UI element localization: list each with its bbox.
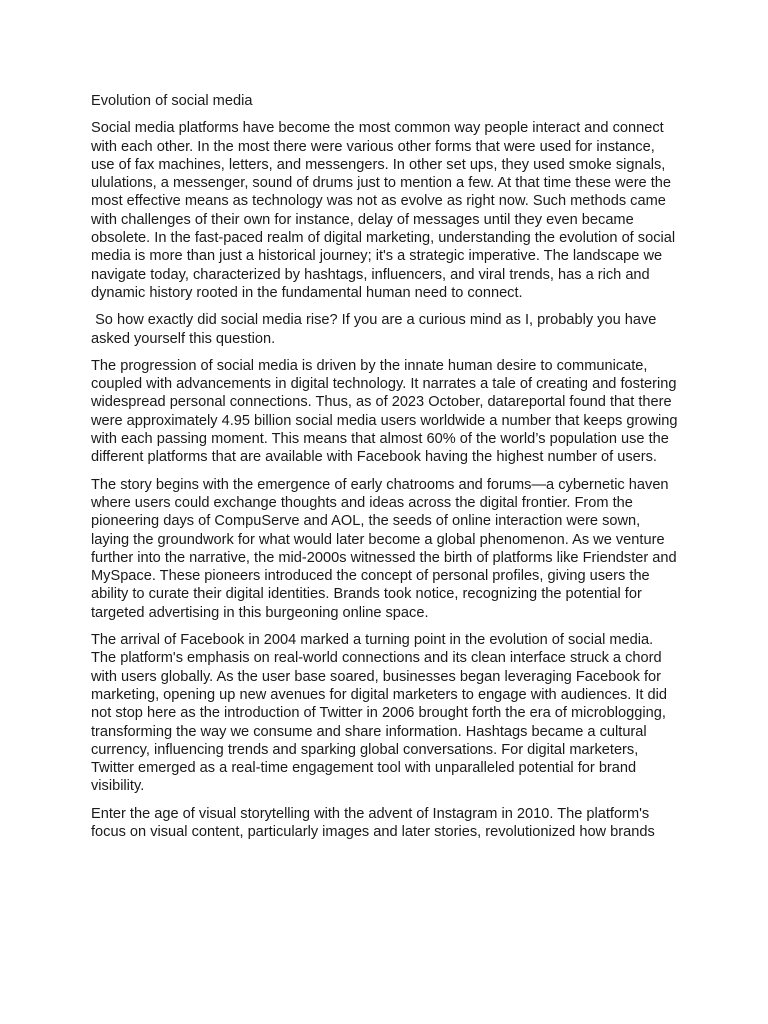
paragraph-progression: The progression of social media is driven by the innate human desire to communicate, coupled with advancements in digital technology. It narrates a tale of creating and fostering widespread personal connections. Thus, as of 2023 October, datareportal found that there were approximately 4.95 billion social media users worldwide a number that keeps growing with each passing moment. This means that almost 60% of the world’s population use the different platforms that are available with Facebook having the highest number of users. [91, 357, 678, 466]
document-body [91, 92, 679, 850]
paragraph-instagram: Enter the age of visual storytelling with the advent of Instagram in 2010. The platform's focus on visual content, particularly images and later stories, revolutionized how brands [91, 805, 655, 840]
paragraph-intro: Social media platforms have become the most common way people interact and connect with each other. In the most there were various other forms that were used for instance, use of fax machines, letters, and messengers. In other set ups, they used smoke signals, ululations, a messenger, sound of drums just to mention a few. At that time these were the most effective means as technology was not as evolve as right now. Such methods came with challenges of their own for instance, delay of messages until they even became obsolete. In the fast-paced realm of digital marketing, understanding the evolution of social media is more than just a historical journey; it's a strategic imperative. The landscape we navigate today, characterized by hashtags, influencers, and viral trends, has a rich and dynamic history rooted in the fundamental human need to connect. [91, 120, 676, 301]
paragraph-early-platforms: The story begins with the emergence of early chatrooms and forums—a cybernetic haven where users could exchange thoughts and ideas across the digital frontier. From the pioneering days of CompuServe and AOL, the seeds of online interaction were sown, laying the groundwork for what would later become a global phenomenon. As we venture further into the narrative, the mid-2000s witnessed the birth of platforms like Friendster and MySpace. These pioneers introduced the concept of personal profiles, giving users the ability to curate their digital identities. Brands took notice, recognizing the potential for targeted advertising in this burgeoning online space. [91, 476, 677, 621]
document-title: Evolution of social media [91, 93, 253, 109]
paragraph-facebook-twitter: The arrival of Facebook in 2004 marked a turning point in the evolution of social media. The platform's emphasis on real-world connections and its clean interface struck a chord with users globally. As the user base soared, businesses began leveraging Facebook for marketing, opening up new avenues for digital marketers to engage with audiences. It did not stop here as the introduction of Twitter in 2006 brought forth the era of microblogging, transforming the way we consume and share information. Hashtags became a cultural currency, influencing trends and sparking global conversations. For digital marketers, Twitter emerged as a real-time engagement tool with unparalleled potential for brand visibility. [91, 632, 667, 795]
paragraph-question: So how exactly did social media rise? If you are a curious mind as I, probably you have asked yourself this question. [91, 312, 661, 347]
